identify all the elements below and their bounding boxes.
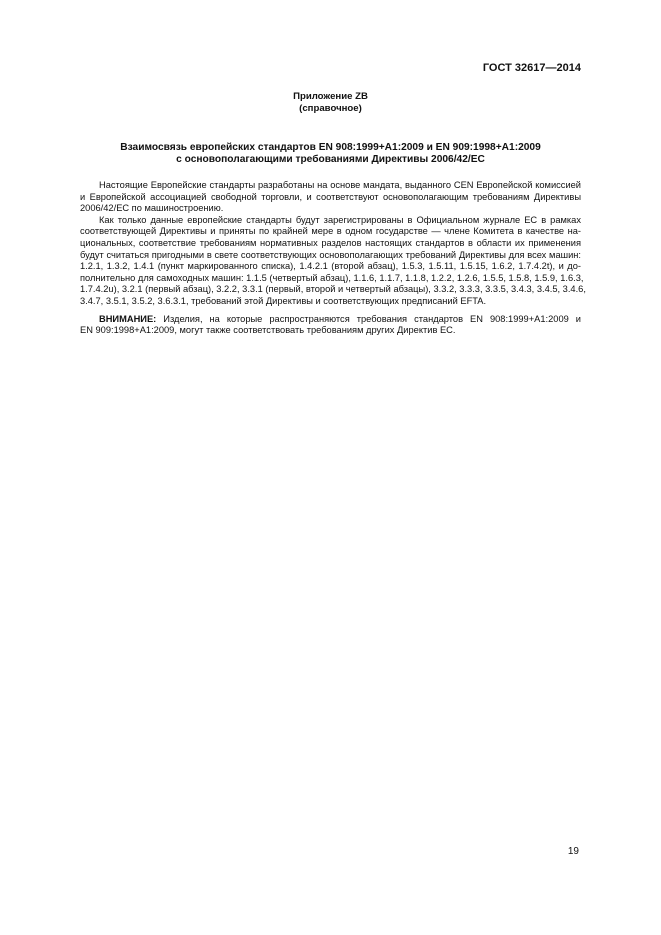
text-line: и Европейской ассоциацией свободной торговли, и соответствуют основополагающим требованиям Директивы <box>80 191 581 202</box>
text-line: 1.2.1, 1.3.2, 1.4.1 (пункт маркированного списка), 1.4.2.1 (второй абзац), 1.5.3, 1.5.11, 1.5.15, 1.6.2, 1.7.4.2t), и до- <box>80 261 581 272</box>
paragraph-registration <box>80 214 586 308</box>
text-line: соответствующей Директивы и приняты по крайней мере в одном государстве — члене Комитета в качестве на- <box>80 226 581 237</box>
warning-text: Изделия, на которые распространяются требования стандартов EN 908:1999+A1:2009 и <box>163 313 581 324</box>
text-line: EN 909:1998+A1:2009, могут также соответствовать требованиям других Директив ЕС. <box>80 325 456 336</box>
page-number: 19 <box>567 846 579 857</box>
document-body <box>80 180 586 337</box>
text-line: 2006/42/ЕС по машиностроению. <box>80 203 224 214</box>
text-line: циональных, соответствие требованиям нормативных разделов настоящих стандартов в области их применения <box>80 237 581 248</box>
document-number: ГОСТ 32617—2014 <box>482 62 581 74</box>
paragraph-warning <box>80 314 581 337</box>
heading-line-1: Взаимосвязь европейских стандартов EN 908:1999+A1:2009 и EN 909:1998+A1:2009 <box>120 142 541 153</box>
annex-title: Приложение ZB <box>293 91 368 102</box>
text-line: 3.4.7, 3.5.1, 3.5.2, 3.6.3.1, требований этой Директивы и соответствующих предписаний EFTA. <box>80 295 487 306</box>
text-line: Настоящие Европейские стандарты разработаны на основе мандата, выданного CEN Европейской комиссией <box>99 180 581 190</box>
text-line: Как только данные европейские стандарты будут зарегистрированы в Официальном журнале ЕС в рамках <box>99 214 581 225</box>
paragraph-mandate <box>80 180 581 215</box>
warning-label: ВНИМАНИЕ: <box>99 313 157 324</box>
text-line: будут считаться пригодными в свете соответствующих основополагающих требований Директивы для всех машин: <box>80 249 581 260</box>
text-line <box>80 314 581 326</box>
heading-line-2: с основополагающими требованиями Директивы 2006/42/ЕС <box>176 154 485 165</box>
annex-subtitle: (справочное) <box>299 103 362 114</box>
text-line: полнительно для самоходных машин: 1.1.5 (четвертый абзац), 1.1.6, 1.1.7, 1.1.8, 1.2.2, 1.2.6, 1.5.5, 1.5.8, 1.5.9, 1.6.3, <box>80 272 584 283</box>
text-line: 1.7.4.2u), 3.2.1 (первый абзац), 3.2.2, 3.3.1 (первый, второй и четвертый абзацы), 3.3.2, 3.3.3, 3.3.5, 3.4.3, 3.4.5, 3.4.6, <box>80 284 586 295</box>
